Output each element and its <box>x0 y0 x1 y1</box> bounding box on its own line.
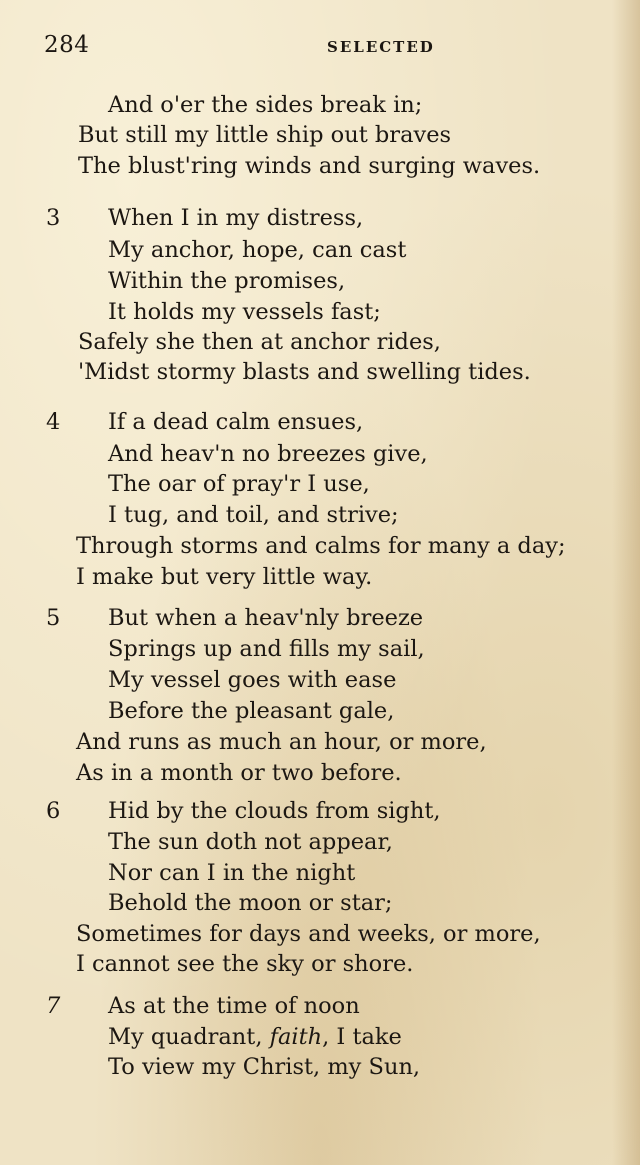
poem-line: When I in my distress, <box>108 205 364 231</box>
poem-line: Within the promises, <box>108 268 346 294</box>
poem-line: I cannot see the sky or shore. <box>76 951 414 977</box>
poem-line: Nor can I in the night <box>108 860 356 886</box>
poem-line: Behold the moon or star; <box>108 890 393 916</box>
poem-line: As in a month or two before. <box>76 760 402 786</box>
poem-line: To view my Christ, my Sun, <box>108 1054 421 1080</box>
page-number: 284 <box>44 32 90 58</box>
stanza-number: 5 <box>46 605 61 631</box>
poem-line: My vessel goes with ease <box>108 667 397 693</box>
poem-line: It holds my vessels fast; <box>108 299 381 325</box>
running-head: SELECTED <box>327 38 435 56</box>
poem-line: As at the time of noon <box>108 993 360 1019</box>
poem-line: Safely she then at anchor rides, <box>78 329 441 355</box>
page-header <box>44 32 604 66</box>
poem-line: If a dead calm ensues, <box>108 409 364 435</box>
poem-line: I make but very little way. <box>76 564 373 590</box>
poem-line: The blust'ring winds and surging waves. <box>78 153 541 179</box>
poem-line: My anchor, hope, can cast <box>108 237 407 263</box>
poem-text: My quadrant, <box>108 1024 270 1050</box>
poem-line: Sometimes for days and weeks, or more, <box>76 921 541 947</box>
poem-line: Hid by the clouds from sight, <box>108 798 441 824</box>
stanza-number: 6 <box>46 798 61 824</box>
poem-line: And o'er the sides break in; <box>108 92 423 118</box>
page-edge-shadow <box>612 0 640 1165</box>
poem-text: , I take <box>322 1024 402 1050</box>
poem-line: And runs as much an hour, or more, <box>76 729 487 755</box>
poem-line: The oar of pray'r I use, <box>108 471 370 497</box>
poem-line: But still my little ship out braves <box>78 122 452 148</box>
poem-line: The sun doth not appear, <box>108 829 393 855</box>
poem-line: Through storms and calms for many a day; <box>76 533 566 559</box>
stanza-number: 4 <box>46 409 61 435</box>
stanza-number: 3 <box>46 205 61 231</box>
poem-line: And heav'n no breezes give, <box>108 441 428 467</box>
poem-line: I tug, and toil, and strive; <box>108 502 399 528</box>
poem-line: But when a heav'nly breeze <box>108 605 424 631</box>
poem-line: Before the pleasant gale, <box>108 698 395 724</box>
stanza-number: 7 <box>46 993 61 1019</box>
poem-line <box>108 1022 402 1052</box>
poem-line: Springs up and fills my sail, <box>108 636 425 662</box>
poem-line: 'Midst stormy blasts and swelling tides. <box>78 359 531 385</box>
emphasis-faith: faith <box>269 1024 323 1050</box>
